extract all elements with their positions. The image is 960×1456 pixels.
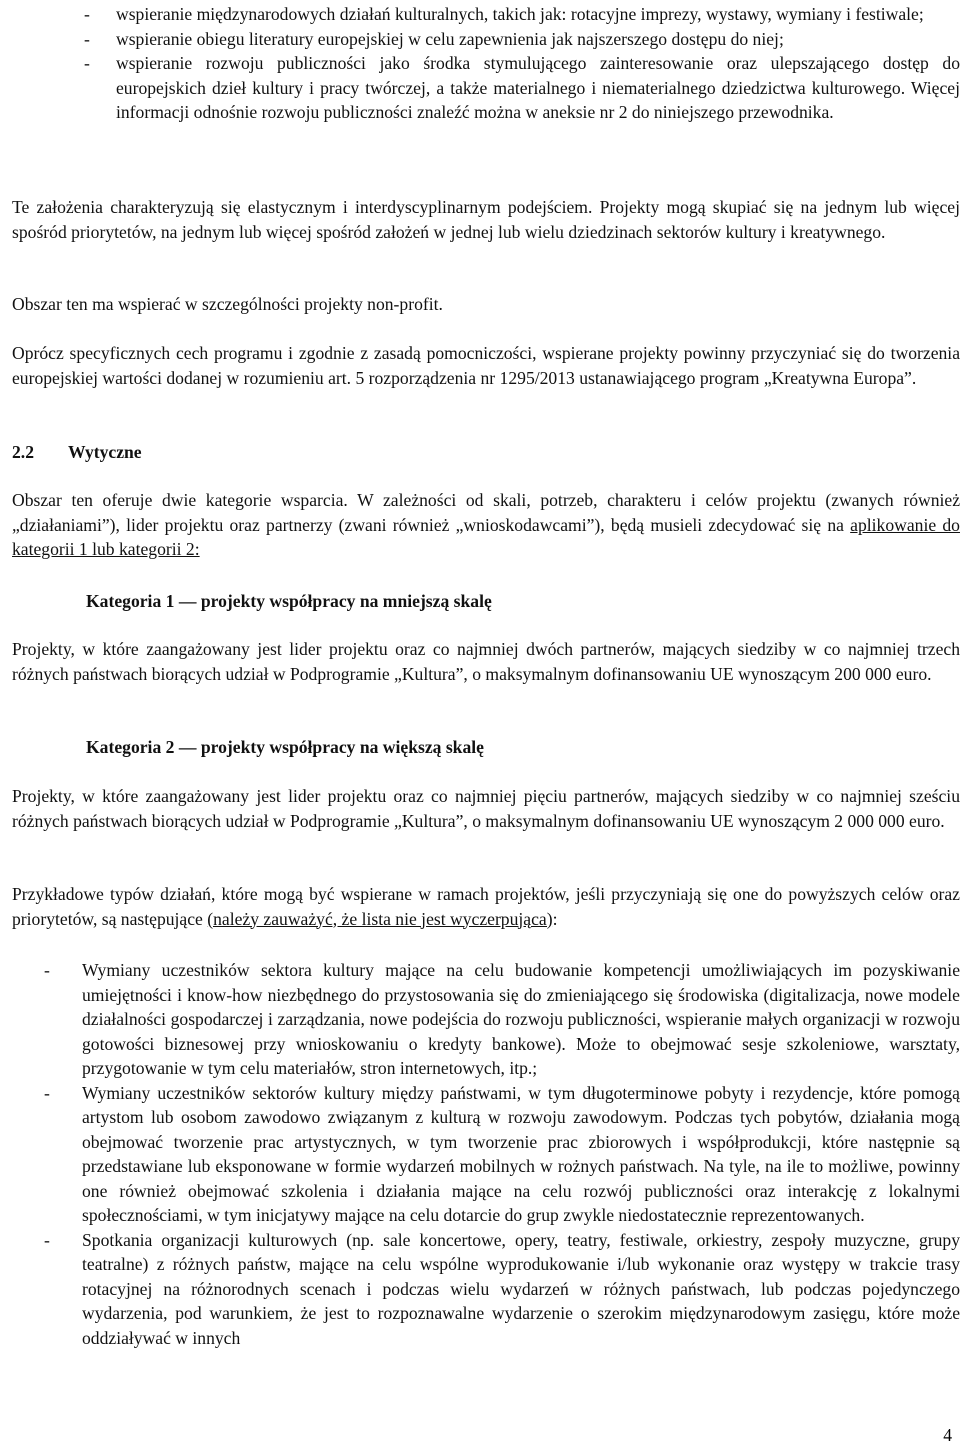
paragraph-flexibility: Te założenia charakteryzują się elastycznym i interdyscyplinarnym podejściem. Projekty mogą skupiać się na jednym lub więcej spośród priorytetów, na jednym lub więcej spośród założeń w jednej lub wielu dziedzinach sektorów kultury i kreatywnego. xyxy=(12,197,960,242)
underlined-text: (należy zauważyć, że lista nie jest wyczerpująca) xyxy=(207,908,553,929)
list-marker: - xyxy=(84,4,90,24)
list-marker: - xyxy=(44,1082,50,1103)
paragraph-nonprofit: Obszar ten ma wspierać w szczególności projekty non-profit. xyxy=(12,294,443,314)
paragraph-categories: Obszar ten oferuje dwie kategorie wsparcia. W zależności od skali, potrzeb, charakteru i celów projektu (zwanych również „działaniami”), lider projektu oraz partnerzy (zwani również „wnioskodawcami”), będą musieli zdecydować się na aplikowanie do kategorii 1 lub kategorii 2: xyxy=(12,490,960,559)
list-marker: - xyxy=(44,960,50,980)
underlined-text: aplikowanie do kategorii 1 lub kategorii 2: xyxy=(12,514,960,559)
bullet-list-example-actions xyxy=(12,958,960,1350)
section-title: Wytyczne xyxy=(68,442,142,462)
bullet-list-objectives xyxy=(52,2,960,125)
category-2-heading: Kategoria 2 — projekty współpracy na większą skalę xyxy=(86,737,484,757)
list-item: - wspieranie międzynarodowych działań kulturalnych, takich jak: rotacyjne imprezy, wystawy, wymiany i festiwale; xyxy=(52,2,960,27)
list-item: - wspieranie rozwoju publiczności jako środka stymulującego zainteresowanie oraz ulepszającego dostęp do europejskich dzieł kultury i pracy twórczej, a także materialnego i niematerialnego dziedzictwa kulturowego. Więcej informacji odnośnie rozwoju publiczności znaleźć można w aneksie nr 2 do niniejszego przewodnika. xyxy=(52,51,960,125)
list-item: - Wymiany uczestników sektorów kultury między państwami, w tym długoterminowe pobyty i rezydencje, które pomogą artystom lub osobom zawodowo związanym z kulturą w rozwoju zawodowym. Podczas tych pobytów, działania mogą obejmować tworzenie prac artystycznych, w tym tworzenie prac zbiorowych i współprodukcji, które następnie są przedstawiane lub eksponowane w formie wydarzeń mobilnych w rożnych państwach. Na tyle, na ile to możliwe, powinny one również obejmować szkolenia i działania mające na celu rozwój publiczności oraz interakcję z lokalnymi społecznościami, w tym inicjatywy mające na celu dotarcie do grup zwykle niedostatecznie reprezentowanych. xyxy=(12,1081,960,1228)
category-2-description: Projekty, w które zaangażowany jest lider projektu oraz co najmniej pięciu partnerów, mających siedziby w co najmniej sześciu różnych państwach biorących udział w Podprogramie „Kultura”, o maksymalnym dofinansowaniu UE wynoszącym 2 000 000 euro. xyxy=(12,786,960,831)
page-number: 4 xyxy=(943,1425,952,1445)
list-marker: - xyxy=(44,1229,50,1250)
list-marker: - xyxy=(84,53,90,73)
list-item: - wspieranie obiegu literatury europejskiej w celu zapewnienia jak najszerszego dostępu do niej; xyxy=(52,27,960,52)
paragraph-example-actions: Przykładowe typów działań, które mogą być wspierane w ramach projektów, jeśli przyczyniają się one do powyższych celów oraz priorytetów, są następujące (należy zauważyć, że lista nie jest wyczerpująca): xyxy=(12,884,960,929)
category-1-description: Projekty, w które zaangażowany jest lider projektu oraz co najmniej dwóch partnerów, mających siedziby w co najmniej trzech różnych państwach biorących udział w Podprogramie „Kultura”, o maksymalnym dofinansowaniu UE wynoszącym 200 000 euro. xyxy=(12,639,960,684)
section-number: 2.2 xyxy=(12,442,34,462)
list-item: - Spotkania organizacji kulturowych (np. sale koncertowe, opery, teatry, festiwale, orkiestry, zespoły muzyczne, grupy teatralne) z różnych państw, mające na celu wspólne wyprodukowanie i/lub wykonanie oraz występy w trakcie trasy rotacyjnej na różnorodnych scenach i podczas wielu wydarzeń w różnych państwach, lub podczas pojedynczego wydarzenia, pod warunkiem, że jest to rozpoznawalne wydarzenie o szerokim międzynarodowym zasięgu, które może oddziaływać w innych xyxy=(12,1228,960,1351)
list-marker: - xyxy=(84,28,90,49)
list-item: - Wymiany uczestników sektora kultury mające na celu budowanie kompetencji umożliwiających im pozyskiwanie umiejętności i know-how niezbędnego do przystosowania się do zmieniającego się środowiska (digitalizacja, nowe modele działalności gospodarczej i zarządzania, nowe podejścia do rozwoju publiczności, wspieranie małych organizacji w rozwoju gotowości biznesowej przy wnioskowaniu o kredyty bankowe). Może to obejmować sesje szkoleniowe, warsztaty, przygotowanie w tym celu materiałów, stron internetowych, itp.; xyxy=(12,958,960,1081)
category-1-heading: Kategoria 1 — projekty współpracy na mniejszą skalę xyxy=(86,591,492,611)
paragraph-added-value: Oprócz specyficznych cech programu i zgodnie z zasadą pomocniczości, wspierane projekty powinny przyczyniać się do tworzenia europejskiej wartości dodanej w rozumieniu art. 5 rozporządzenia nr 1295/2013 ustanawiającego program „Kreatywna Europa”. xyxy=(12,343,960,388)
section-heading xyxy=(12,440,142,465)
